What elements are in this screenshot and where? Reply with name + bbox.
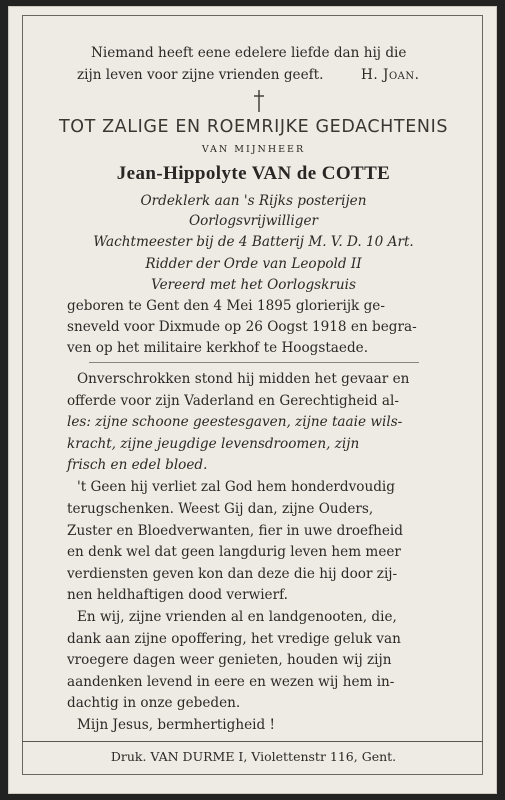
p3-line-3: vroegere dagen weer genieten, houden wij zijn bbox=[67, 652, 392, 668]
memorial-heading: TOT ZALIGE EN ROEMRIJKE GEDACHTENIS bbox=[58, 117, 449, 137]
p1-line-2: offerde voor zijn Vaderland en Gerechtigheid al- bbox=[67, 393, 399, 409]
p1-line-1: Onverschrokken stond hij midden het gevaar en bbox=[77, 371, 410, 387]
van-mijnheer-label: VAN MIJNHEER bbox=[201, 144, 306, 155]
title-line-5: Vereerd met het Oorlogskruis bbox=[151, 277, 356, 293]
birth-line-2: sneveld voor Dixmude op 26 Oogst 1918 en begra- bbox=[67, 319, 417, 335]
p2-line-3: Zuster en Bloedverwanten, fier in uwe droefheid bbox=[67, 523, 403, 539]
birth-line-3: ven op het militaire kerkhof te Hoogstaede. bbox=[67, 340, 369, 356]
p2-line-5: verdiensten geven kon dan deze die hij door zij- bbox=[67, 566, 398, 582]
p1-line-5: frisch en edel bloed. bbox=[67, 457, 208, 473]
memorial-card bbox=[8, 6, 497, 794]
p3-line-5: dachtig in onze gebeden. bbox=[67, 695, 241, 711]
p3-line-4: aandenken levend in eere en wezen wij hem in- bbox=[67, 674, 395, 690]
title-line-4: Ridder der Orde van Leopold II bbox=[145, 256, 362, 272]
p1-line-4: kracht, zijne jeugdige levensdroomen, zijn bbox=[67, 436, 360, 452]
p3-line-1: En wij, zijne vrienden al en landgenooten, die, bbox=[77, 609, 397, 625]
p2-line-4: en denk wel dat geen langdurig leven hem meer bbox=[67, 544, 401, 560]
footer-divider bbox=[22, 741, 483, 742]
deceased-name: Jean-Hippolyte VAN de COTTE bbox=[116, 163, 391, 184]
p2-line-2: terugschenken. Weest Gij dan, zijne Ouders, bbox=[67, 501, 374, 517]
p1-line-3: les: zijne schoone geestesgaven, zijne taaie wils- bbox=[67, 414, 403, 430]
latin-cross-icon bbox=[252, 89, 266, 113]
quote-source: H. Joan. bbox=[361, 67, 420, 83]
quote-line-2: zijn leven voor zijne vrienden geeft. bbox=[77, 67, 324, 83]
birth-line-1: geboren te Gent den 4 Mei 1895 glorierijk ge- bbox=[67, 298, 385, 314]
title-line-1: Ordeklerk aan 's Rijks posterijen bbox=[140, 193, 367, 209]
p2-line-6: nen heldhaftigen dood verwierf. bbox=[67, 587, 288, 603]
prayer-line: Mijn Jesus, bermhertigheid ! bbox=[77, 717, 275, 733]
title-line-2: Oorlogsvrijwilliger bbox=[188, 213, 319, 229]
title-line-3: Wachtmeester bij de 4 Batterij M. V. D. 10 Art. bbox=[93, 234, 414, 250]
section-divider bbox=[89, 362, 419, 363]
p3-line-2: dank aan zijne opoffering, het vredige geluk van bbox=[67, 631, 401, 647]
p2-line-1: 't Geen hij verliet zal God hem honderdvoudig bbox=[77, 479, 395, 495]
quote-line-1: Niemand heeft eene edelere liefde dan hij die bbox=[91, 45, 407, 61]
printer-credit: Druk. VAN DURME I, Violettenstr 116, Gent. bbox=[110, 749, 397, 764]
